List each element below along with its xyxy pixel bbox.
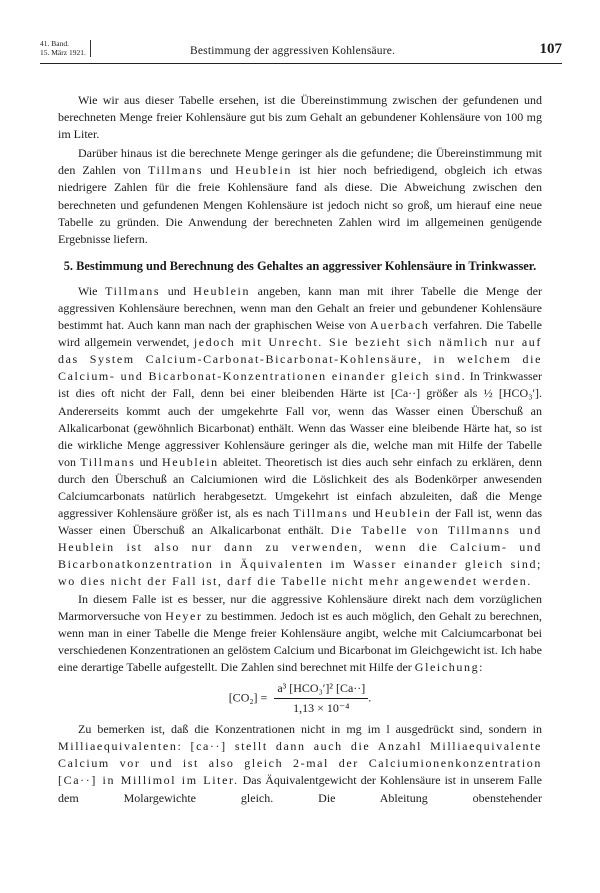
text-run: Zu bemerken ist, daß die Konzentrationen nicht in mg im l ausgedrückt sind, sondern in — [78, 722, 542, 737]
paragraph — [58, 283, 542, 591]
text-run: angeben, kann man mit ihrer Tabelle die Menge der aggressiven Kohlensäure berechnen, wenn man den Gehalt an freier und gebundener Kohlensäure bestimmt hat. Auch kann man nach der graphischen Weise von — [58, 283, 542, 333]
text-run: Das Äquivalentgewicht der Kohlensäure ist in unserem Falle dem Molargewichte gleich. Die Ableitung obenstehender — [58, 773, 542, 805]
author-name: Tillmans — [105, 283, 161, 298]
author-name: Tillmans — [80, 454, 136, 469]
text-run: ableitet. Theoretisch ist dies auch sehr einfach zu erklären, denn durch den Überschuß an Calciumionen wird die Löslichkeit des als Bodenkörper anwesenden Calciumcarbonats natürlich herabgesetzt. Umgekehrt ist einfach abzuleiten, daß die Menge aggressiver Kohlensäure größer ist, als es nach — [58, 454, 542, 521]
author-name: Heublein — [374, 506, 432, 521]
author-name: Heublein — [161, 454, 219, 469]
text-run: der Fall ist, wenn das Wasser einen Überschuß an Alkalicarbonat enthält. — [58, 506, 542, 538]
paragraph — [58, 145, 542, 248]
text-run: In diesem Falle ist es besser, nur die aggressive Kohlensäure direkt nach dem vorzüglichen Marmorversuche von — [58, 591, 542, 623]
author-name: Tillmans — [147, 163, 203, 178]
text-run: zu bestimmen. Jedoch ist es auch möglich, den Gehalt zu berechnen, wenn man in einer Tabelle die Menge freier Kohlensäure angibt, welche mit Calciumcarbonat bei verschiedenen Konzentrationen an gelöstem Calcium und Bicarbonat im Gleichgewicht ist. Ich habe eine derartige Tabelle aufgestellt. Die Zahlen sind berechnet mit Hilfe der — [58, 608, 543, 674]
text-run: ist hier noch befriedigend, obgleich ich etwas niedrigere Zahlen für die freie Kohlensäure fand als diese. Die Abweichung zwischen den berechneten und gefundenen Mengen Kohlensäure ist jedoch nicht so groß, um hierauf eine neue Tabelle zu gründen. Die Anwendung der berechneten Zahlen wird im allgemeinen genügende Ergebnisse liefern. — [58, 163, 542, 246]
text-run: In Trinkwasser ist dies oft nicht der Fall, denn bei einer bleibenden Härte ist [Ca··] größer als ½ [HCO₃′]. Andererseits kommt auch der umgekehrte Fall vor, wenn das Wasser einen Überschuß an Alkalicarbonat (gewöhnlich Bicarbonat) enthält. Wenn das Wasser eine bleibende Härte hat, so ist die wirkliche Menge aggressiver Kohlensäure geringer als die, welche man mit Hilfe der Tabelle von — [58, 369, 542, 469]
paragraph: Wie wir aus dieser Tabelle ersehen, ist die Übereinstimmung zwischen der gefundenen und berechneten Menge freier Kohlensäure gut bis zum Gehalt an gebundener Kohlensäure von 100 mg im Liter. — [58, 93, 542, 142]
issue-date: 15. März 1921. — [40, 47, 86, 57]
volume-line: 41. Band. — [40, 39, 69, 48]
equation-end: . — [368, 690, 372, 705]
emphasized-text: Gleichung: — [414, 659, 485, 674]
text-run: und — [348, 506, 375, 521]
section-heading: 5. Bestimmung und Berechnung des Gehaltes an aggressiver Kohlensäure in Trinkwasser. — [63, 258, 537, 273]
page-number: 107 — [539, 41, 562, 57]
equation-lhs: [CO₂] = — [228, 690, 268, 705]
emphasized-text: Milliaequivalenten: [ca··] stellt dann auch die Anzahl Milliaequivalente Calcium vor und ist also gleich 2-mal der Calciumionenkonzentration [Ca··] in Millimol im Liter. — [58, 739, 542, 788]
author-name: Heublein — [235, 163, 293, 178]
text-run: Darüber hinaus ist die berechnete Menge geringer als die gefundene; die Übereinstimmung mit den Zahlen von — [58, 146, 542, 178]
running-title: Bestimmung der aggressiven Kohlensäure. — [190, 45, 396, 57]
header-rule — [40, 63, 562, 64]
text-run: und — [160, 283, 194, 298]
author-name: Heyer — [165, 608, 203, 623]
author-name: Heublein — [193, 283, 251, 298]
paragraph — [58, 591, 542, 676]
author-name: Auerbach — [370, 318, 430, 333]
equation-denominator: 1,13 × 10⁻⁴ — [293, 701, 350, 716]
paragraph — [58, 721, 542, 806]
equation — [58, 680, 542, 717]
equation-fraction — [274, 680, 368, 717]
equation-numerator: a³ [HCO₃′]² [Ca··] — [274, 680, 368, 699]
volume-info — [40, 40, 91, 57]
text-run: und — [135, 454, 162, 469]
emphasized-text: jedoch mit Unrecht. Sie bezieht sich nämlich nur auf das System Calcium-Carbonat-Bicarbonat-Kohlensäure, in welchem die Calcium- und Bicarbonat-Konzentrationen einander gleich sind. — [58, 335, 542, 384]
text-run: Wie — [78, 283, 106, 298]
body-text — [58, 92, 542, 807]
running-header — [40, 36, 562, 64]
emphasized-text: Die Tabelle von Tillmanns und Heublein ist also nur dann zu verwenden, wenn die Calcium- und Bicarbonatkonzentration in Äquivalenten im Wasser einander gleich sind; wo dies nicht der Fall ist, darf die Tabelle nicht mehr angewendet werden. — [58, 523, 543, 589]
text-run: und — [203, 163, 236, 178]
text-run: verfahren. Die Tabelle wird allgemein verwendet, — [58, 318, 543, 350]
author-name: Tillmans — [293, 506, 349, 521]
